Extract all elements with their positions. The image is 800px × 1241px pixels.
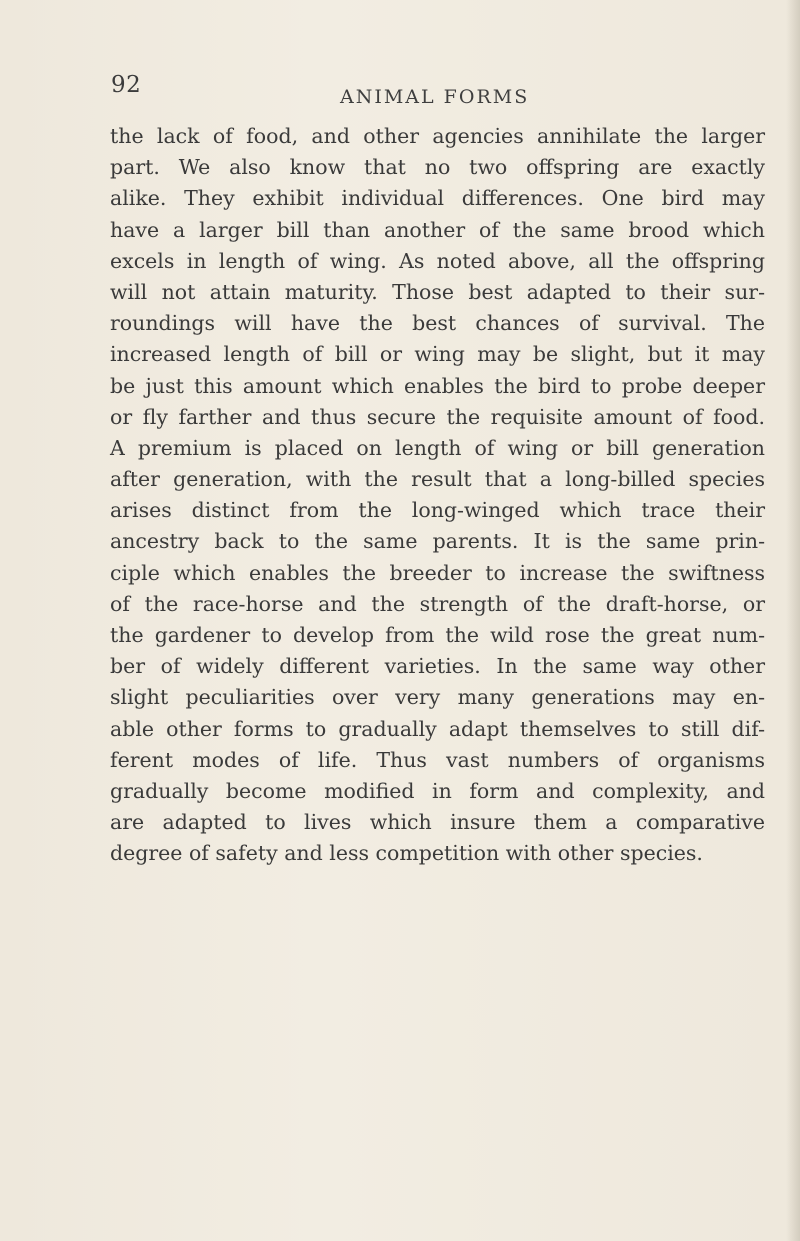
text-line: gradually become modified in form and complexity, and [110, 778, 765, 803]
text-line: the gardener to develop from the wild rose the great num- [110, 623, 765, 647]
text-line: have a larger bill than another of the same brood which [110, 217, 765, 242]
text-line: are adapted to lives which insure them a comparative [110, 810, 765, 835]
text-line: able other forms to gradually adapt themselves to still dif- [110, 716, 765, 741]
text-line: part. We also know that no two offspring are exactly [110, 155, 765, 180]
text-line: degree of safety and less competition with other species. [110, 841, 703, 866]
text-line: ciple which enables the breeder to increase the swiftness [110, 560, 765, 585]
text-line: alike. They exhibit individual differences. One bird may [110, 186, 765, 211]
text-line: excels in length of wing. As noted above, all the offspring [110, 248, 765, 273]
running-head: ANIMAL FORMS [340, 86, 530, 108]
text-line: of the race-horse and the strength of the draft-horse, or [110, 591, 765, 616]
text-line: slight peculiarities over very many generations may en- [110, 685, 765, 710]
text-line: the lack of food, and other agencies annihilate the larger [110, 124, 765, 148]
text-line: ancestry back to the same parents. It is the same prin- [110, 529, 765, 554]
page-edge-shadow [786, 0, 800, 1241]
text-line: arises distinct from the long-winged which trace their [110, 498, 765, 523]
text-line: be just this amount which enables the bird to probe deeper [110, 373, 765, 398]
text-line: increased length of bill or wing may be slight, but it may [110, 342, 765, 367]
text-line: ber of widely different varieties. In the same way other [110, 654, 765, 679]
text-line: will not attain maturity. Those best adapted to their sur- [110, 279, 765, 304]
page-number: 92 [111, 72, 142, 98]
text-line: or fly farther and thus secure the requisite amount of food. [110, 404, 765, 429]
text-line: after generation, with the result that a long-billed species [110, 467, 765, 492]
text-line: roundings will have the best chances of survival. The [110, 311, 765, 336]
text-line: A premium is placed on length of wing or bill generation [110, 435, 765, 460]
text-line: ferent modes of life. Thus vast numbers of organisms [110, 747, 765, 772]
body-paragraph [110, 121, 765, 870]
